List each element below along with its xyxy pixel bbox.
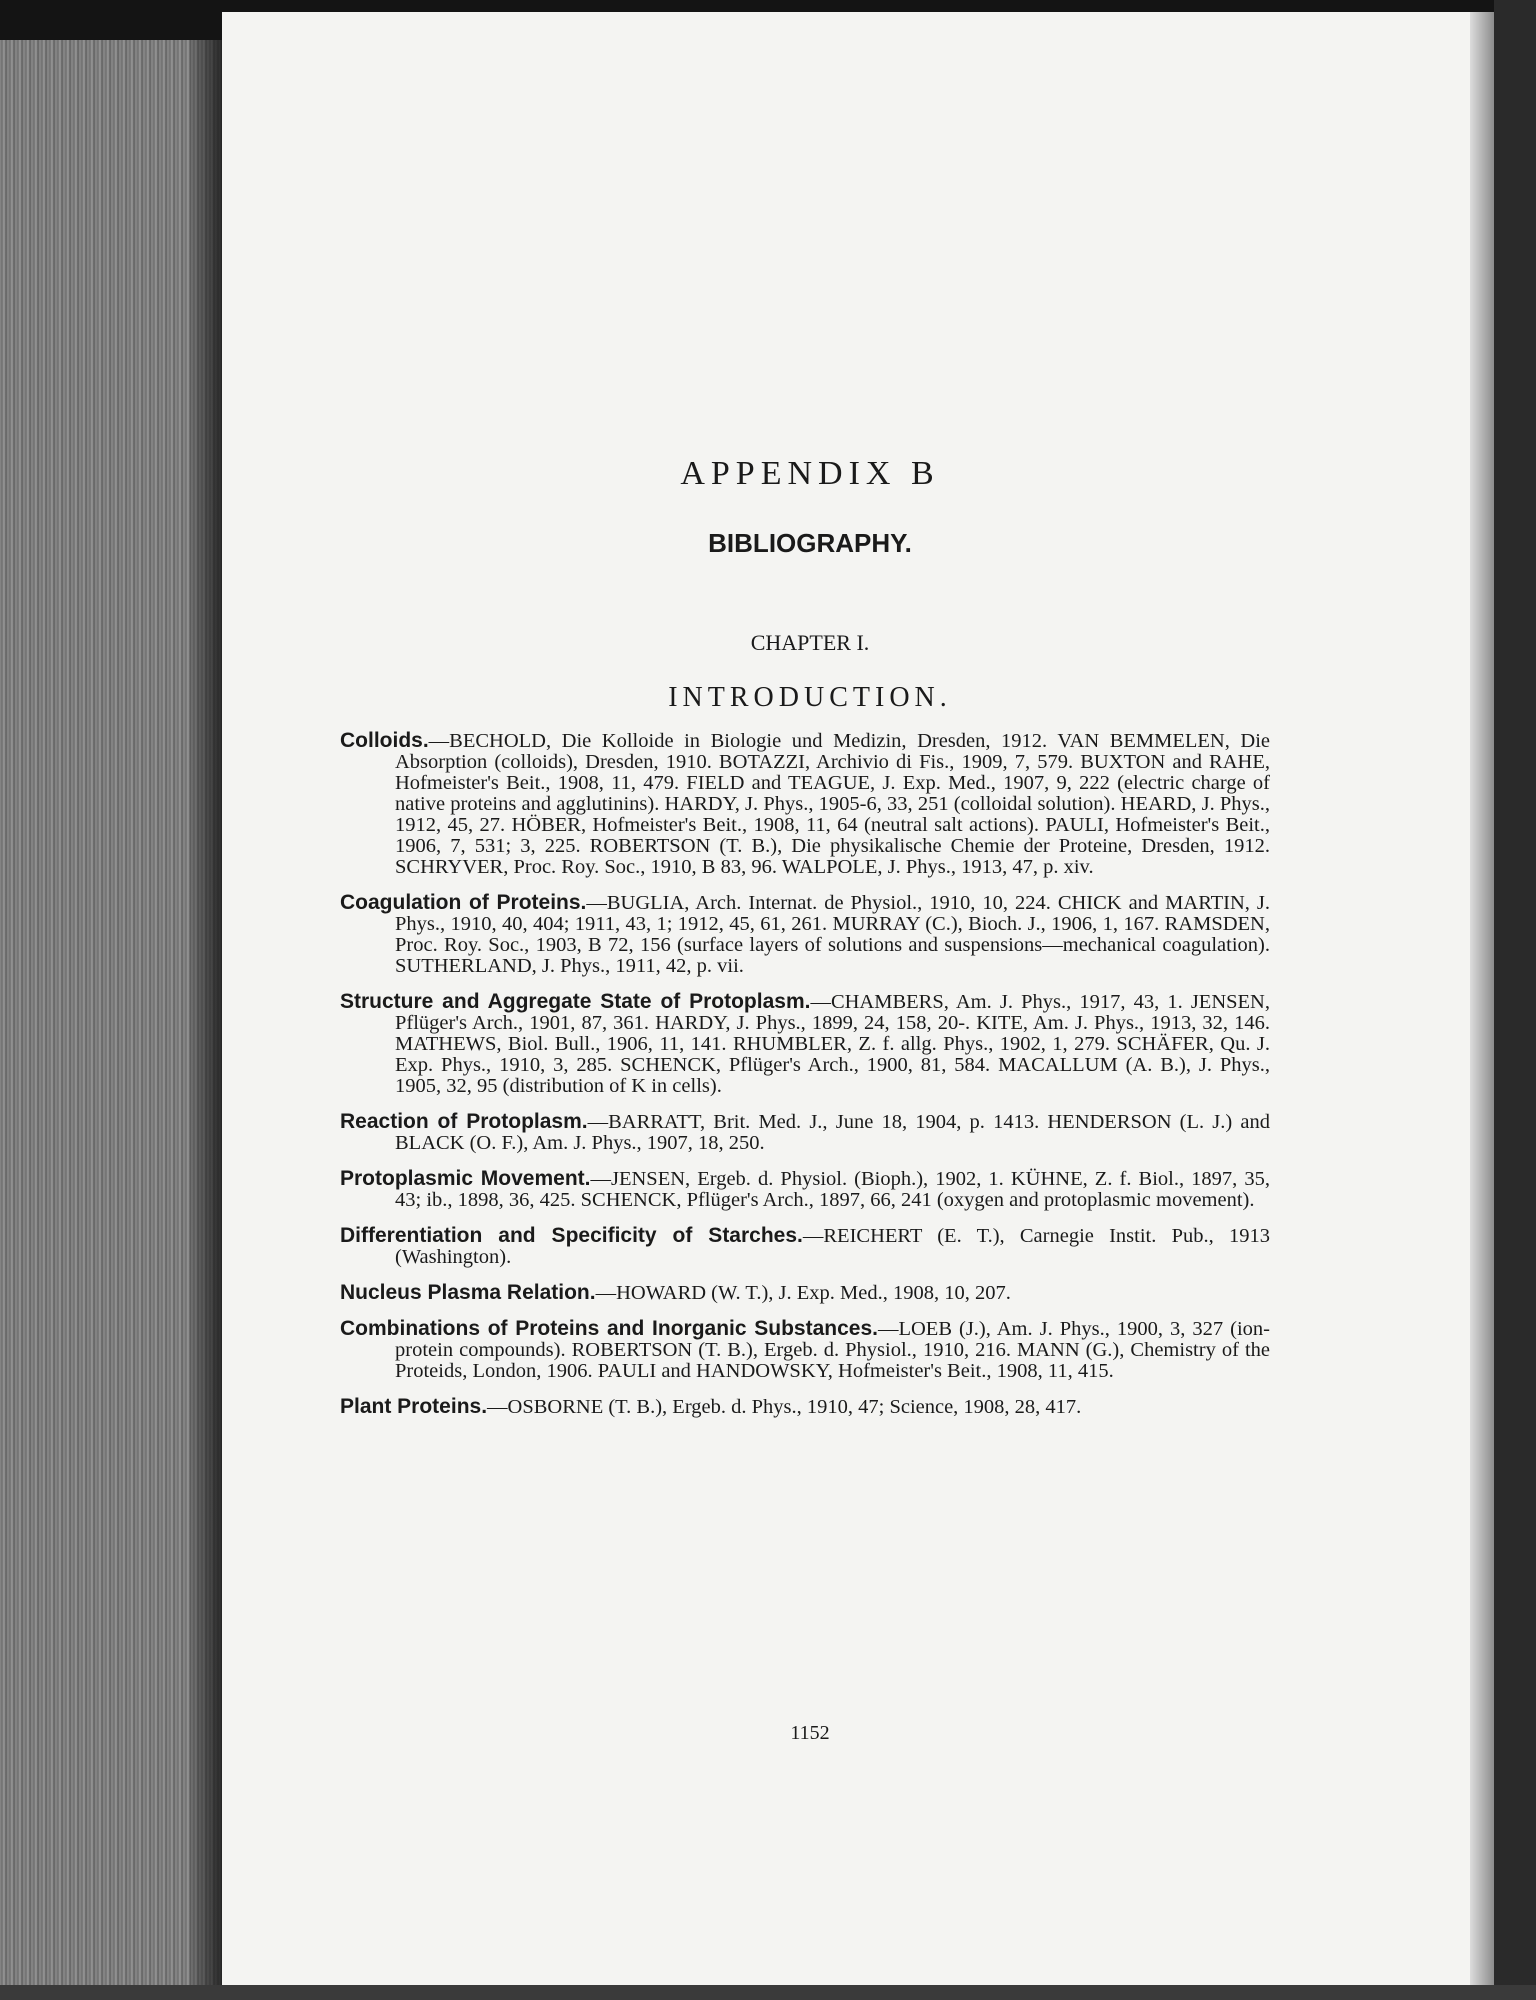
bib-entry-structure [340, 991, 1270, 1097]
bib-entry-combinations [340, 1318, 1270, 1382]
entry-heading: Coagulation of Proteins. [340, 891, 587, 914]
bib-entry-reaction [340, 1111, 1270, 1154]
entry-text: —REICHERT (E. T.), Carnegie Instit. Pub., 1913 (Washington). [395, 1225, 1270, 1268]
entry-heading: Nucleus Plasma Relation. [340, 1281, 596, 1304]
entry-heading: Colloids. [340, 729, 429, 752]
entry-text: —BARRATT, Brit. Med. J., June 18, 1904, p. 1413. HENDERSON (L. J.) and BLACK (O. F.), Am. J. Phys., 1907, 18, 250. [395, 1111, 1270, 1154]
entry-text: —HOWARD (W. T.), J. Exp. Med., 1908, 10, 207. [595, 1282, 1011, 1304]
entry-text: —JENSEN, Ergeb. d. Physiol. (Bioph.), 1902, 1. KÜHNE, Z. f. Biol., 1897, 35, 43; ib., 1898, 36, 425. SCHENCK, Pflüger's Arch., 1897, 66, 241 (oxygen and protoplasmic movement). [395, 1168, 1270, 1211]
entry-heading: Reaction of Protoplasm. [340, 1110, 588, 1133]
chapter-label: CHAPTER I. [750, 630, 870, 655]
scan-bottom-border [0, 1985, 1536, 2000]
entry-heading: Structure and Aggregate State of Protoplasm. [340, 990, 811, 1013]
entry-text: —CHAMBERS, Am. J. Phys., 1917, 43, 1. JENSEN, Pflüger's Arch., 1901, 87, 361. HARDY, J. Phys., 1899, 24, 158, 20-. KITE, Am. J. Phys., 1913, 32, 146. MATHEWS, Biol. Bull., 1906, 11, 141. RHUMBLER, Z. f. allg. Phys., 1902, 1, 279. SCHÄFER, Qu. J. Exp. Phys., 1910, 3, 285. SCHENCK, Pflüger's Arch., 1900, 81, 584. MACALLUM (A. B.), J. Phys., 1905, 32, 95 (distribution of K in cells). [395, 991, 1270, 1097]
scan-right-border [1494, 0, 1536, 2000]
book-page-edges [0, 40, 222, 1985]
entry-text: —BECHOLD, Die Kolloide in Biologie und Medizin, Dresden, 1912. VAN BEMMELEN, Die Absorption (colloids), Dresden, 1910. BOTAZZI, Archivio di Fis., 1909, 7, 579. BUXTON and RAHE, Hofmeister's Beit., 1908, 11, 479. FIELD and TEAGUE, J. Exp. Med., 1907, 9, 222 (electric charge of native proteins and agglutinins). HARDY, J. Phys., 1905-6, 33, 251 (colloidal solution). HEARD, J. Phys., 1912, 45, 27. HÖBER, Hofmeister's Beit., 1908, 11, 64 (neutral salt actions). PAULI, Hofmeister's Beit., 1906, 7, 531; 3, 225. ROBERTSON (T. B.), Die physikalische Chemie der Proteine, Dresden, 1912. SCHRYVER, Proc. Roy. Soc., 1910, B 83, 96. WALPOLE, J. Phys., 1913, 47, p. xiv. [395, 730, 1270, 878]
page-right-edge [1470, 12, 1494, 1987]
bib-entry-coagulation [340, 892, 1270, 977]
appendix-title: APPENDIX B [680, 455, 940, 492]
entry-heading: Differentiation and Specificity of Starches. [340, 1224, 803, 1247]
entry-heading: Plant Proteins. [340, 1395, 488, 1418]
entry-text: —LOEB (J.), Am. J. Phys., 1900, 3, 327 (ion-protein compounds). ROBERTSON (T. B.), Ergeb. d. Physiol., 1910, 216. MANN (G.), Chemistry of the Proteids, London, 1906. PAULI and HANDOWSKY, Hofmeister's Beit., 1908, 11, 415. [395, 1318, 1270, 1382]
bib-entry-movement [340, 1168, 1270, 1211]
bib-entry-plant-proteins [340, 1396, 1270, 1418]
bibliography-heading: BIBLIOGRAPHY. [708, 528, 912, 558]
chapter-title: INTRODUCTION. [668, 682, 952, 713]
binding-shadow [190, 40, 224, 1985]
bib-entry-colloids [340, 730, 1270, 878]
entry-heading: Combinations of Proteins and Inorganic Substances. [340, 1317, 878, 1340]
page-number: 1152 [790, 1722, 830, 1744]
entry-text: —OSBORNE (T. B.), Ergeb. d. Phys., 1910, 47; Science, 1908, 28, 417. [487, 1396, 1082, 1418]
entry-heading: Protoplasmic Movement. [340, 1167, 591, 1190]
bib-entry-nucleus [340, 1282, 1270, 1304]
entry-text: —BUGLIA, Arch. Internat. de Physiol., 1910, 10, 224. CHICK and MARTIN, J. Phys., 1910, 40, 404; 1911, 43, 1; 1912, 45, 61, 261. MURRAY (C.), Bioch. J., 1906, 1, 167. RAMSDEN, Proc. Roy. Soc., 1903, B 72, 156 (surface layers of solutions and suspensions—mechanical coagulation). SUTHERLAND, J. Phys., 1911, 42, p. vii. [395, 892, 1270, 977]
bib-entry-starches [340, 1225, 1270, 1268]
bibliography-entries [340, 730, 1270, 1432]
